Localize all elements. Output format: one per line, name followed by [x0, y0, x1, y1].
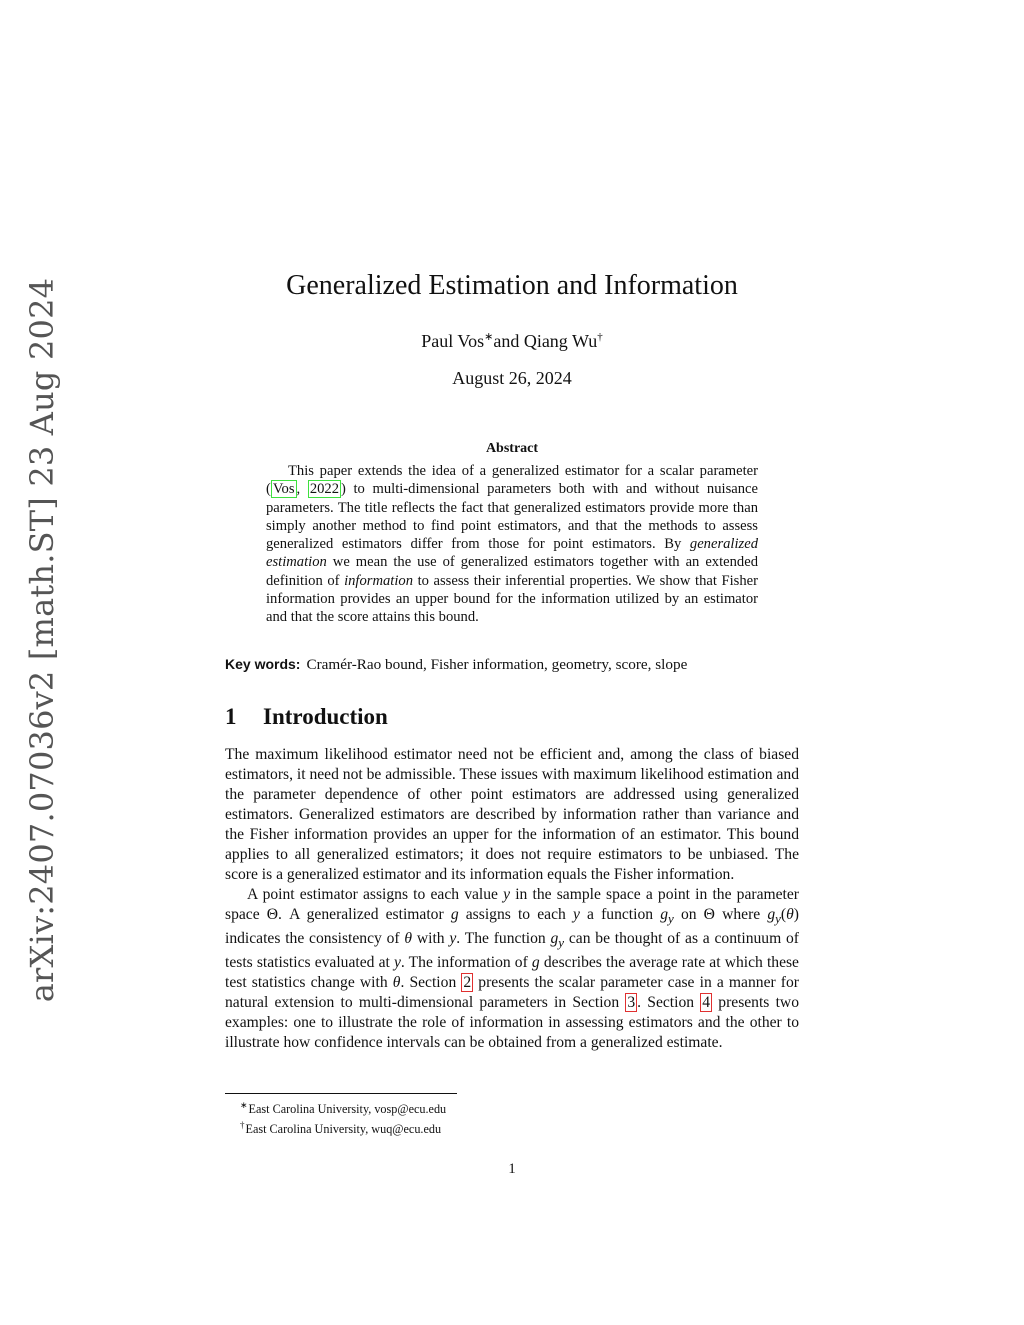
- footnote-marker[interactable]: †: [597, 331, 603, 343]
- footnotes: [240, 1097, 446, 1137]
- footnote-1: ∗East Carolina University, vosp@ecu.edu: [240, 1100, 447, 1117]
- paragraph: The maximum likelihood estimator need not be efficient and, among the class of biased estimators, it need not be admissible. These issues with maximum likelihood estimation and the parameter dependence of other point estimators are addressed using generalized estimators. Generalized estimators are described by information rather than variance and the Fisher information provides an upper for the information of an estimator. This bound applies to all generalized estimators; it does not require estimators to be unbiased. The score is a generalized estimator and its information equals the Fisher information.: [225, 746, 799, 883]
- author-name: Paul Vos: [421, 331, 485, 351]
- emphasis: information: [344, 572, 413, 589]
- abstract-heading: Abstract: [485, 441, 539, 456]
- footnote-2: †East Carolina University, wuq@ecu.edu: [240, 1120, 442, 1137]
- body-text: [225, 745, 799, 1053]
- section-number: 1: [225, 704, 237, 729]
- section-heading: [225, 702, 388, 732]
- emphasis: generalized estimation: [266, 536, 758, 571]
- citation-link-author[interactable]: Vos: [272, 481, 295, 498]
- footnote-divider: [225, 1093, 457, 1094]
- author-name: and Qiang Wu: [493, 331, 598, 351]
- author-line: [0, 325, 1024, 353]
- page-number: 1: [508, 1161, 516, 1177]
- citation-link-year[interactable]: 2022: [309, 481, 339, 498]
- paper-date: August 26, 2024: [452, 368, 572, 388]
- footnote-marker[interactable]: ∗: [484, 331, 494, 343]
- paper-title: Generalized Estimation and Information: [286, 270, 738, 301]
- keywords-text: Cramér-Rao bound, Fisher information, geometry, score, slope: [306, 656, 688, 673]
- section-link-4[interactable]: 4: [702, 994, 711, 1012]
- keywords-label: Key words:: [225, 656, 301, 672]
- section-link-3[interactable]: 3: [627, 994, 636, 1012]
- paragraph: A point estimator assigns to each value y in the sample space a point in the parameter space Θ. A generalized estimator g assigns to each y a function $g_y$ on Θ where $g_y(\theta)$ indicates the consistency of θ with y. The function $g_y$ can be thought of as a continuum of tests statistics evaluated at y. The information of g describes the average rate at which these test statistics change with θ. Section 2 presents the scalar parameter case in a manner for natural extension to multi-dimensional parameters in Section 3 . Section 4 presents two examples: one to illustrate the role of information in assessing estimators and the other to illustrate how confidence intervals can be obtained from a generalized estimate.: [225, 886, 799, 1052]
- arxiv-stamp-text: arXiv:2407.07036v2 [math.ST] 23 Aug 2024: [23, 277, 61, 1003]
- abstract-body: [266, 462, 758, 627]
- keywords: [225, 654, 815, 675]
- section-title: Introduction: [263, 704, 388, 729]
- section-link-2[interactable]: 2: [463, 974, 472, 992]
- abstract-paragraph: This paper extends the idea of a generalized estimator for a scalar parameter ( Vos , 2022 ) to multi-dimensional parameters both with and without nuisance parameters. The title reflects the fact that generalized estimators provide more than simply another method to find point estimators, and that the methods to assess generalized estimators differ from those for point estimators. By generalized estimation we mean the use of generalized estimators together with an extended definition of information to assess their inferential properties. We show that Fisher information provides an upper bound for the information utilized by an estimator and that the score attains this bound.: [266, 463, 758, 626]
